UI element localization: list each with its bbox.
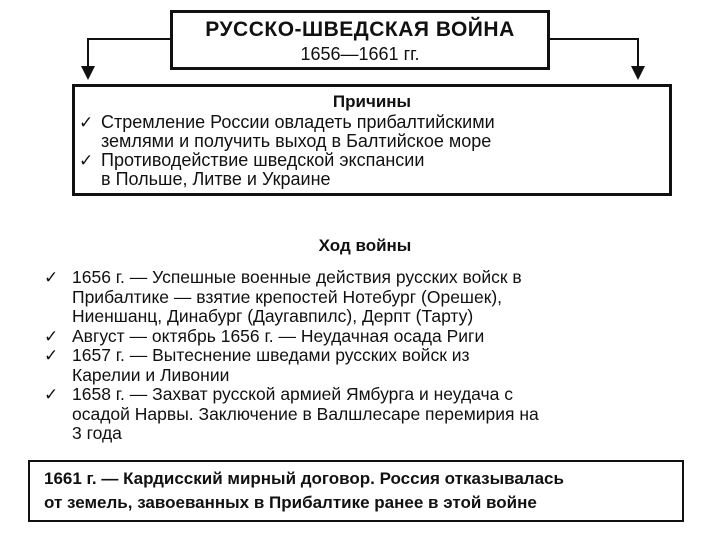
course-line: осадой Нарвы. Заключение в Валшлесаре перемирия на — [72, 403, 539, 424]
treaty-line: от земель, завоеванных в Прибалтике ранее в этой войне — [44, 493, 537, 512]
course-line: 3 года — [72, 423, 122, 443]
connector-right-horizontal — [550, 38, 638, 40]
course-item — [40, 385, 690, 444]
course-line: 1656 г. — Успешные военные действия русских войск в — [72, 267, 522, 287]
course-item — [40, 346, 690, 385]
title-box — [170, 10, 550, 70]
course-line: Прибалтике — взятие крепостей Нотебург (Орешек), — [72, 286, 503, 307]
course-item — [40, 268, 690, 327]
connector-right-vertical — [637, 38, 639, 68]
course-section — [40, 236, 690, 444]
check-icon: ✓ — [44, 268, 59, 287]
course-line: Август — октябрь 1656 г. — Неудачная осада Риги — [72, 325, 485, 346]
arrow-down-icon — [81, 66, 95, 80]
causes-box — [72, 84, 672, 196]
check-icon: ✓ — [79, 151, 94, 170]
check-icon: ✓ — [44, 346, 59, 365]
causes-heading: Причины — [332, 92, 412, 111]
course-line: 1658 г. — Захват русской армией Ямбурга и неудача с — [72, 384, 513, 404]
title-main: РУССКО-ШВЕДСКАЯ ВОЙНА — [205, 18, 515, 41]
cause-line: Стремление России овладеть прибалтийскими — [101, 112, 495, 132]
course-item — [40, 327, 690, 347]
cause-item — [75, 151, 669, 189]
cause-line: в Польше, Литве и Украине — [101, 169, 331, 189]
connector-left-horizontal — [88, 38, 170, 40]
title-years: 1656—1661 гг. — [300, 44, 420, 64]
check-icon: ✓ — [79, 113, 94, 132]
course-heading: Ход войны — [318, 236, 412, 255]
course-line: Ниеншанц, Динабург (Даугавпилс), Дерпт (Тарту) — [72, 306, 474, 326]
cause-item — [75, 113, 669, 151]
treaty-line: 1661 г. — Кардисский мирный договор. Россия отказывалась — [44, 469, 564, 488]
course-line: 1657 г. — Вытеснение шведами русских войск из — [72, 345, 470, 365]
treaty-box — [28, 460, 684, 522]
course-line: Карелии и Ливонии — [72, 364, 230, 385]
connector-left-vertical — [87, 38, 89, 68]
cause-line: Противодействие шведской экспансии — [101, 150, 425, 170]
cause-line: землями и получить выход в Балтийское море — [101, 131, 492, 151]
check-icon: ✓ — [44, 385, 59, 404]
check-icon: ✓ — [44, 326, 59, 346]
arrow-down-icon — [631, 66, 645, 80]
